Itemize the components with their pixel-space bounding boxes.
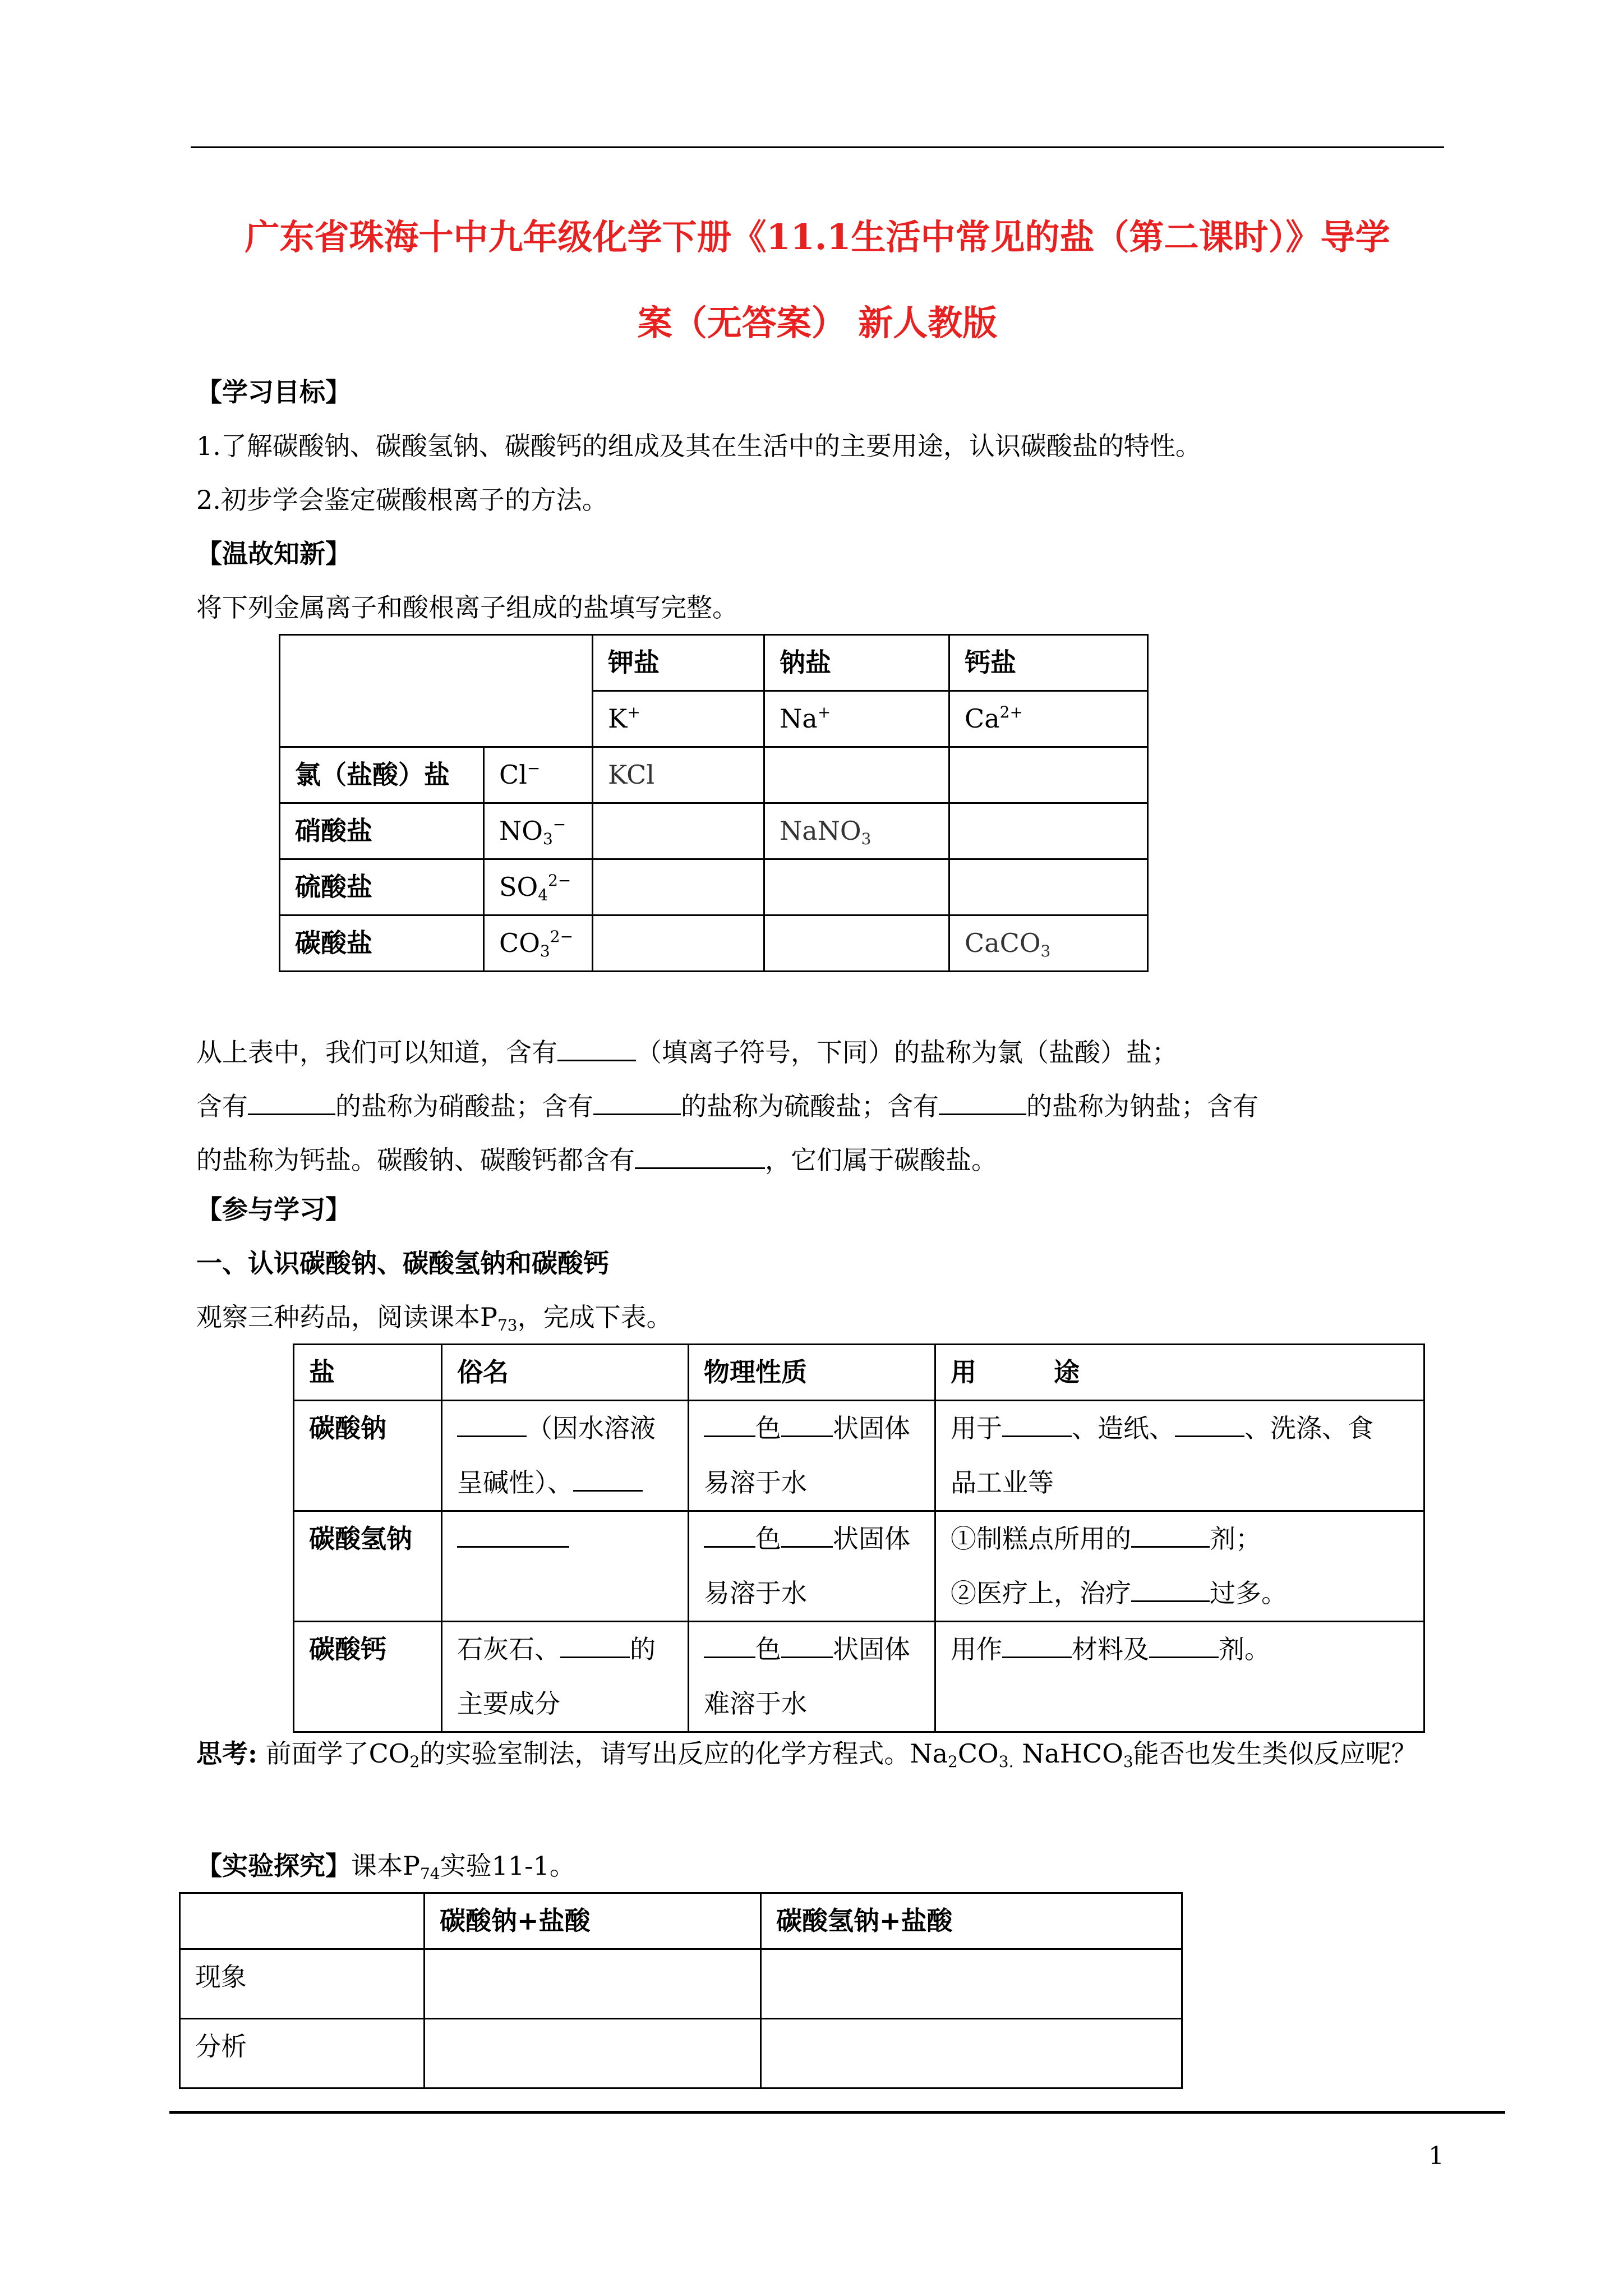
blank-field[interactable] [781,1632,833,1658]
col-header-potassium: 钾盐 [593,635,764,691]
salt-name: 碳酸钙 [294,1622,442,1732]
table-row [294,1401,1424,1511]
cation-ca: $Ca^{2+}$ [949,691,1148,747]
blank-field[interactable] [457,1411,527,1437]
blank-field[interactable] [939,1089,1026,1115]
experiment-table [179,1892,1183,2089]
salt-table-corner [280,635,593,747]
use-cell: 用于 、造纸、 、洗涤、食 品工业等 [935,1401,1424,1511]
table-row [280,915,1148,972]
row-name: 硫酸盐 [280,859,484,915]
fill-line-3: 的盐称为钙盐。碳酸钠、碳酸钙都含有 ，它们属于碳酸盐。 [196,1143,997,1173]
salt-table [279,634,1149,972]
goal-1: 1.了解碳酸钠、碳酸氢钠、碳酸钙的组成及其在生活中的主要用途，认识碳酸盐的特性。 [196,431,1201,461]
anion-cell: Cl− [484,747,593,803]
table-row [280,859,1148,915]
salt-cell-k: KCl [593,747,764,803]
col-sodium-carbonate-hcl: 碳酸钠+盐酸 [425,1893,761,1949]
answer-cell[interactable] [425,1949,761,2019]
use-cell: 用作 材料及 剂。 [935,1622,1424,1732]
use-cell: ①制糕点所用的 剂； ②医疗上，治疗 过多。 [935,1511,1424,1622]
participate-heading: 【参与学习】 [196,1194,351,1225]
salt-cell-k [593,915,764,972]
answer-cell[interactable] [761,1949,1182,2019]
blank-field[interactable] [704,1411,755,1437]
salt-name: 碳酸氢钠 [294,1511,442,1622]
anion-cell: $NO_3^-$ [484,803,593,859]
salt-cell-ca [949,747,1148,803]
answer-cell[interactable] [425,2019,761,2088]
cation-k: K+ [593,691,764,747]
row-name: 硝酸盐 [280,803,484,859]
blank-field[interactable] [573,1465,643,1492]
salt-cell-ca [949,859,1148,915]
blank-field[interactable] [1131,1521,1210,1548]
blank-field[interactable] [1002,1632,1072,1658]
review-intro: 将下列金属离子和酸根离子组成的盐填写完整。 [196,592,738,623]
common-name-cell: （因水溶液 呈碱性）、 [442,1401,689,1511]
blank-field[interactable] [1002,1411,1072,1437]
fill-line-2: 含有 的盐称为硝酸盐；含有 的盐称为硫酸盐；含有 的盐称为钠盐；含有 [196,1089,1258,1119]
document-title-line1: 广东省珠海十中九年级化学下册《11.1生活中常见的盐（第二课时）》导学 [245,217,1390,257]
footer-rule [169,2111,1505,2114]
goals-heading: 【学习目标】 [196,377,351,407]
participate-intro: 观察三种药品，阅读课本$P_{73}$，完成下表。 [196,1302,672,1335]
table-row [180,1949,1182,2019]
document-title-line2: 案（无答案） 新人教版 [637,302,998,343]
blank-field[interactable] [781,1521,833,1548]
salt-cell-na: NaNO$_3$ [764,803,949,859]
table-row [280,803,1148,859]
blank-field[interactable] [704,1521,755,1548]
cation-na: Na+ [764,691,949,747]
salt-cell-na [764,859,949,915]
header-rule [191,146,1444,148]
salt-cell-na [764,747,949,803]
header-salt: 盐 [294,1345,442,1401]
table-row [294,1622,1424,1732]
anion-cell: $SO_4^{2-}$ [484,859,593,915]
salt-cell-ca: CaCO$_3$ [949,915,1148,972]
blank-field[interactable] [1149,1632,1219,1658]
header-physical: 物理性质 [689,1345,935,1401]
blank-field[interactable] [457,1521,569,1548]
blank-field[interactable] [557,1035,636,1061]
row-label-analysis: 分析 [180,2019,425,2088]
experiment-corner [180,1893,425,1949]
row-name: 氯（盐酸）盐 [280,747,484,803]
review-heading: 【温故知新】 [196,539,351,569]
blank-field[interactable] [1175,1411,1244,1437]
salt-cell-ca [949,803,1148,859]
fill-line-1: 从上表中，我们可以知道，含有 （填离子符号，下同）的盐称为氯（盐酸）盐； [196,1035,1178,1065]
row-name: 碳酸盐 [280,915,484,972]
blank-field[interactable] [593,1089,681,1115]
row-label-phenomenon: 现象 [180,1949,425,2019]
table-row [180,2019,1182,2088]
table-row [294,1511,1424,1622]
blank-field[interactable] [635,1143,765,1169]
blank-field[interactable] [248,1089,335,1115]
section-one-heading: 一、认识碳酸钠、碳酸氢钠和碳酸钙 [196,1248,609,1278]
blank-field[interactable] [560,1632,630,1658]
properties-table [293,1343,1425,1733]
col-header-calcium: 钙盐 [949,635,1148,691]
salt-name: 碳酸钠 [294,1401,442,1511]
blank-field[interactable] [704,1632,755,1658]
experiment-line: 【实验探究】课本$P_{74}$实验11-1。 [196,1851,575,1883]
blank-field[interactable] [781,1411,833,1437]
salt-cell-na [764,915,949,972]
common-name-cell [442,1511,689,1622]
col-sodium-bicarbonate-hcl: 碳酸氢钠+盐酸 [761,1893,1182,1949]
physical-cell: 色 状固体 难溶于水 [689,1622,935,1732]
common-name-cell: 石灰石、 的 主要成分 [442,1622,689,1732]
salt-cell-k [593,859,764,915]
answer-cell[interactable] [761,2019,1182,2088]
blank-field[interactable] [1131,1576,1210,1602]
col-header-sodium: 钠盐 [764,635,949,691]
goal-2: 2.初步学会鉴定碳酸根离子的方法。 [196,485,608,515]
table-row [280,747,1148,803]
physical-cell: 色 状固体 易溶于水 [689,1511,935,1622]
think-line: 思考: 前面学了$CO_2$的实验室制法，请写出反应的化学方程式。$Na_2CO_{3.}$ NaHCO$_3$能否也发生类似反应呢？ [196,1738,1417,1771]
physical-cell: 色 状固体 易溶于水 [689,1401,935,1511]
salt-cell-k [593,803,764,859]
header-common-name: 俗名 [442,1345,689,1401]
anion-cell: $CO_3^{2-}$ [484,915,593,972]
page-number: 1 [1428,2142,1444,2170]
header-use: 用 途 [935,1345,1424,1401]
